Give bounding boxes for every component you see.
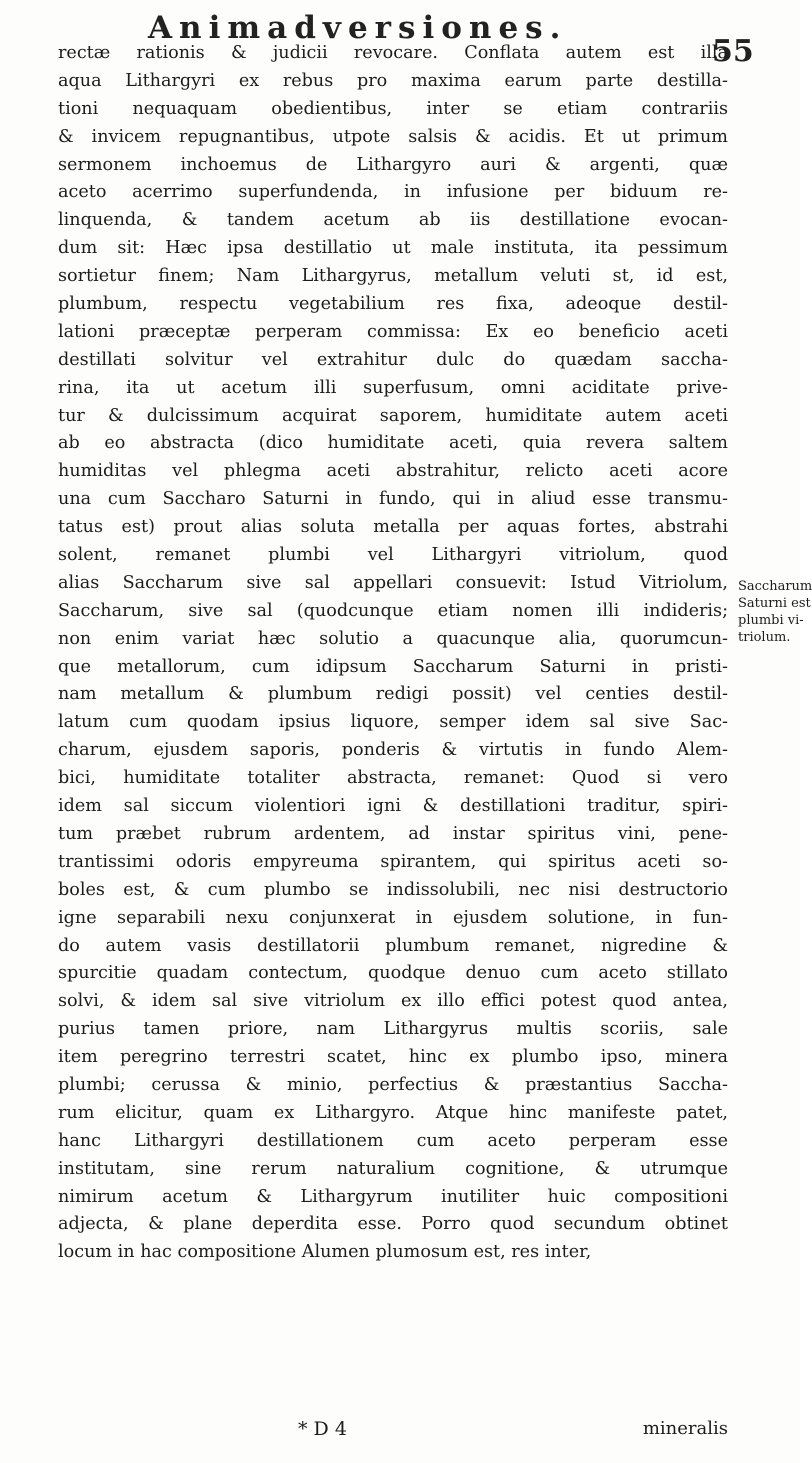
text-line: do autem vasis destillatorii plumbum remanet, nigredine & [58,935,728,956]
text-line: rum elicitur, quam ex Lithargyro. Atque hinc manifeste patet, [58,1102,728,1123]
text-line: igne separabili nexu conjunxerat in ejusdem solutione, in fun- [58,907,728,928]
margin-note-line: plumbi vi- [738,613,804,628]
text-line: tum præbet rubrum ardentem, ad instar spiritus vini, pene- [58,823,728,844]
text-line: nimirum acetum & Lithargyrum inutiliter huic compositioni [58,1186,728,1207]
text-line: & invicem repugnantibus, utpote salsis & acidis. Et ut primum [58,126,728,147]
text-line: sortietur finem; Nam Lithargyrus, metallum veluti st, id est, [58,266,728,287]
text-line: bici, humiditate totaliter abstracta, remanet: Quod si vero [58,768,728,789]
text-line: non enim variat hæc solutio a quacunque alia, quorumcun- [58,628,728,649]
body-text [58,40,728,1267]
signature-mark: * D 4 [298,1418,347,1440]
text-line: charum, ejusdem saporis, ponderis & virtutis in fundo Alem- [58,740,728,761]
page-footer [58,1418,728,1446]
text-line: rina, ita ut acetum illi superfusum, omni aciditate prive- [58,377,728,398]
text-line: solent, remanet plumbi vel Lithargyri vitriolum, quod [58,545,728,566]
text-line: boles est, & cum plumbo se indissolubili, nec nisi destructorio [58,879,728,900]
margin-note-line: Saturni est [738,596,811,611]
text-line: trantissimi odoris empyreuma spirantem, qui spiritus aceti so- [58,851,728,872]
text-line: institutam, sine rerum naturalium cognitione, & utrumque [58,1158,728,1179]
text-line: plumbi; cerussa & minio, perfectius & præstantius Saccha- [58,1074,728,1095]
text-line: Saccharum, sive sal (quodcunque etiam nomen illi indideris; [58,600,728,621]
text-line: idem sal siccum violentiori igni & destillationi traditur, spiri- [58,796,728,817]
text-line: linquenda, & tandem acetum ab iis destillatione evocan- [58,210,728,231]
text-line: destillati solvitur vel extrahitur dulc do quædam saccha- [58,349,728,370]
text-line: dum sit: Hæc ipsa destillatio ut male instituta, ita pessimum [58,238,728,259]
text-line: hanc Lithargyri destillationem cum aceto perperam esse [58,1130,728,1151]
text-line: tioni nequaquam obedientibus, inter se etiam contrariis [58,98,728,119]
margin-note-line: Saccharum [738,579,812,594]
text-line: purius tamen priore, nam Lithargyrus multis scoriis, sale [58,1019,728,1040]
text-line: humiditas vel phlegma aceti abstrahitur, relicto aceti acore [58,461,728,482]
catchword: mineralis [642,1418,728,1439]
margin-note-line: triolum. [738,630,791,645]
text-line: sermonem inchoemus de Lithargyro auri & argenti, quæ [58,154,728,175]
text-line: adjecta, & plane deperdita esse. Porro quod secundum obtinet [58,1214,728,1235]
text-line: ab eo abstracta (dico humiditate aceti, quia revera saltem [58,433,728,454]
margin-note [738,578,812,646]
text-line: tatus est) prout alias soluta metalla per aquas fortes, abstrahi [58,517,728,538]
text-line: solvi, & idem sal sive vitriolum ex illo effici potest quod antea, [58,991,728,1012]
page-number: 55 [712,34,754,69]
text-line: aqua Lithargyri ex rebus pro maxima earum parte destilla- [58,70,728,91]
text-line: locum in hac compositione Alumen plumosum est, res inter, [58,1242,592,1263]
text-line: nam metallum & plumbum redigi possit) vel centies destil- [58,684,728,705]
text-line: alias Saccharum sive sal appellari consuevit: Istud Vitriolum, [58,572,728,593]
text-line: que metallorum, cum idipsum Saccharum Saturni in pristi- [58,656,728,677]
text-line: aceto acerrimo superfundenda, in infusione per biduum re- [58,182,728,203]
text-line: plumbum, respectu vegetabilium res fixa, adeoque destil- [58,294,728,315]
text-line: item peregrino terrestri scatet, hinc ex plumbo ipso, minera [58,1047,728,1068]
text-line: lationi præceptæ perperam commissa: Ex eo beneficio aceti [58,321,728,342]
text-line: latum cum quodam ipsius liquore, semper idem sal sive Sac- [58,712,728,733]
text-line: spurcitie quadam contectum, quodque denuo cum aceto stillato [58,963,728,984]
text-line: rectæ rationis & judicii revocare. Conflata autem est illa [58,43,728,63]
text-line: una cum Saccharo Saturni in fundo, qui in aliud esse transmu- [58,489,728,510]
running-title: Animadversiones. [148,10,568,46]
text-line: tur & dulcissimum acquirat saporem, humiditate autem aceti [58,405,728,426]
